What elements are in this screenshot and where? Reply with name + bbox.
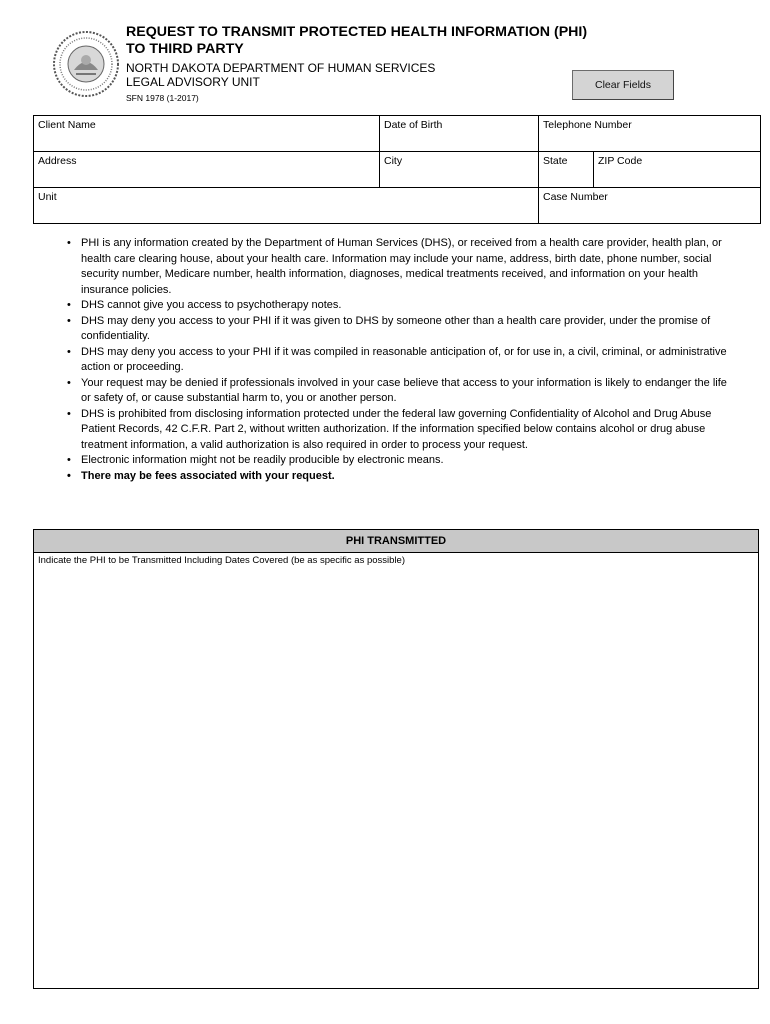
form-title-line2: TO THIRD PARTY (126, 41, 244, 57)
city-field[interactable] (380, 152, 539, 187)
organization (126, 61, 435, 89)
zip-field[interactable] (594, 152, 760, 187)
telephone-label: Telephone Number (543, 119, 632, 131)
phi-instruction: Indicate the PHI to be Transmitted Including Dates Covered (be as specific as possible) (38, 555, 405, 566)
client-row-3 (34, 188, 760, 223)
state-seal-icon (52, 30, 120, 98)
client-name-field[interactable] (34, 116, 380, 151)
notice-item: • Your request may be denied if professionals involved in your case believe that access to your information is likely to endanger the life or safety of, or cause substantial harm to, you or another person. (64, 376, 734, 407)
phi-section-heading: PHI TRANSMITTED (34, 530, 758, 553)
clear-fields-button[interactable]: Clear Fields (572, 70, 674, 100)
form-title-line1: REQUEST TO TRANSMIT PROTECTED HEALTH INFORMATION (PHI) (126, 24, 588, 40)
notice-item: • DHS is prohibited from disclosing information protected under the federal law governing Confidentiality of Alcohol and Drug Abuse Patient Records, 42 C.F.R. Part 2, without written authorization. If the information specified below contains alcohol or drug abuse treatment information, a valid authorization is also required in order to process your request. (64, 407, 734, 454)
state-field[interactable] (539, 152, 594, 187)
client-row-1 (34, 116, 760, 152)
notice-item: • Electronic information might not be readily producible by electronic means. (64, 453, 734, 469)
telephone-field[interactable] (539, 116, 760, 151)
unit-name: LEGAL ADVISORY UNIT (126, 75, 260, 89)
date-of-birth-label: Date of Birth (384, 119, 443, 131)
phi-transmitted-section (33, 529, 759, 989)
client-info-grid (33, 115, 761, 224)
case-number-field[interactable] (539, 188, 760, 223)
unit-label: Unit (38, 191, 57, 203)
address-field[interactable] (34, 152, 380, 187)
date-of-birth-field[interactable] (380, 116, 539, 151)
notice-item: • PHI is any information created by the Department of Human Services (DHS), or received from a health care provider, health plan, or health care clearing house, about your health care. Information may include your name, address, birth date, phone number, social security number, Medicare number, health information, diagnoses, medical treatments received, and information on your health insurance policies. (64, 236, 734, 298)
form-title (126, 24, 587, 58)
client-row-2 (34, 152, 760, 188)
notice-item-fees: • There may be fees associated with your request. (64, 469, 734, 485)
zip-label: ZIP Code (598, 155, 643, 167)
case-number-label: Case Number (543, 191, 608, 203)
notice-item: • DHS may deny you access to your PHI if it was given to DHS by someone other than a health care provider, under the promise of confidentiality. (64, 314, 734, 345)
unit-field[interactable] (34, 188, 539, 223)
client-name-label: Client Name (38, 119, 96, 131)
notice-list (64, 236, 734, 484)
notice-item: • DHS may deny you access to your PHI if it was compiled in reasonable anticipation of, or for use in, a civil, criminal, or administrative action or proceeding. (64, 345, 734, 376)
form-number: SFN 1978 (1-2017) (126, 93, 199, 103)
state-label: State (543, 155, 568, 167)
city-label: City (384, 155, 403, 167)
department-name: NORTH DAKOTA DEPARTMENT OF HUMAN SERVICES (126, 61, 436, 75)
notice-item: • DHS cannot give you access to psychotherapy notes. (64, 298, 734, 314)
address-label: Address (38, 155, 77, 167)
phi-text-area[interactable] (34, 568, 758, 988)
